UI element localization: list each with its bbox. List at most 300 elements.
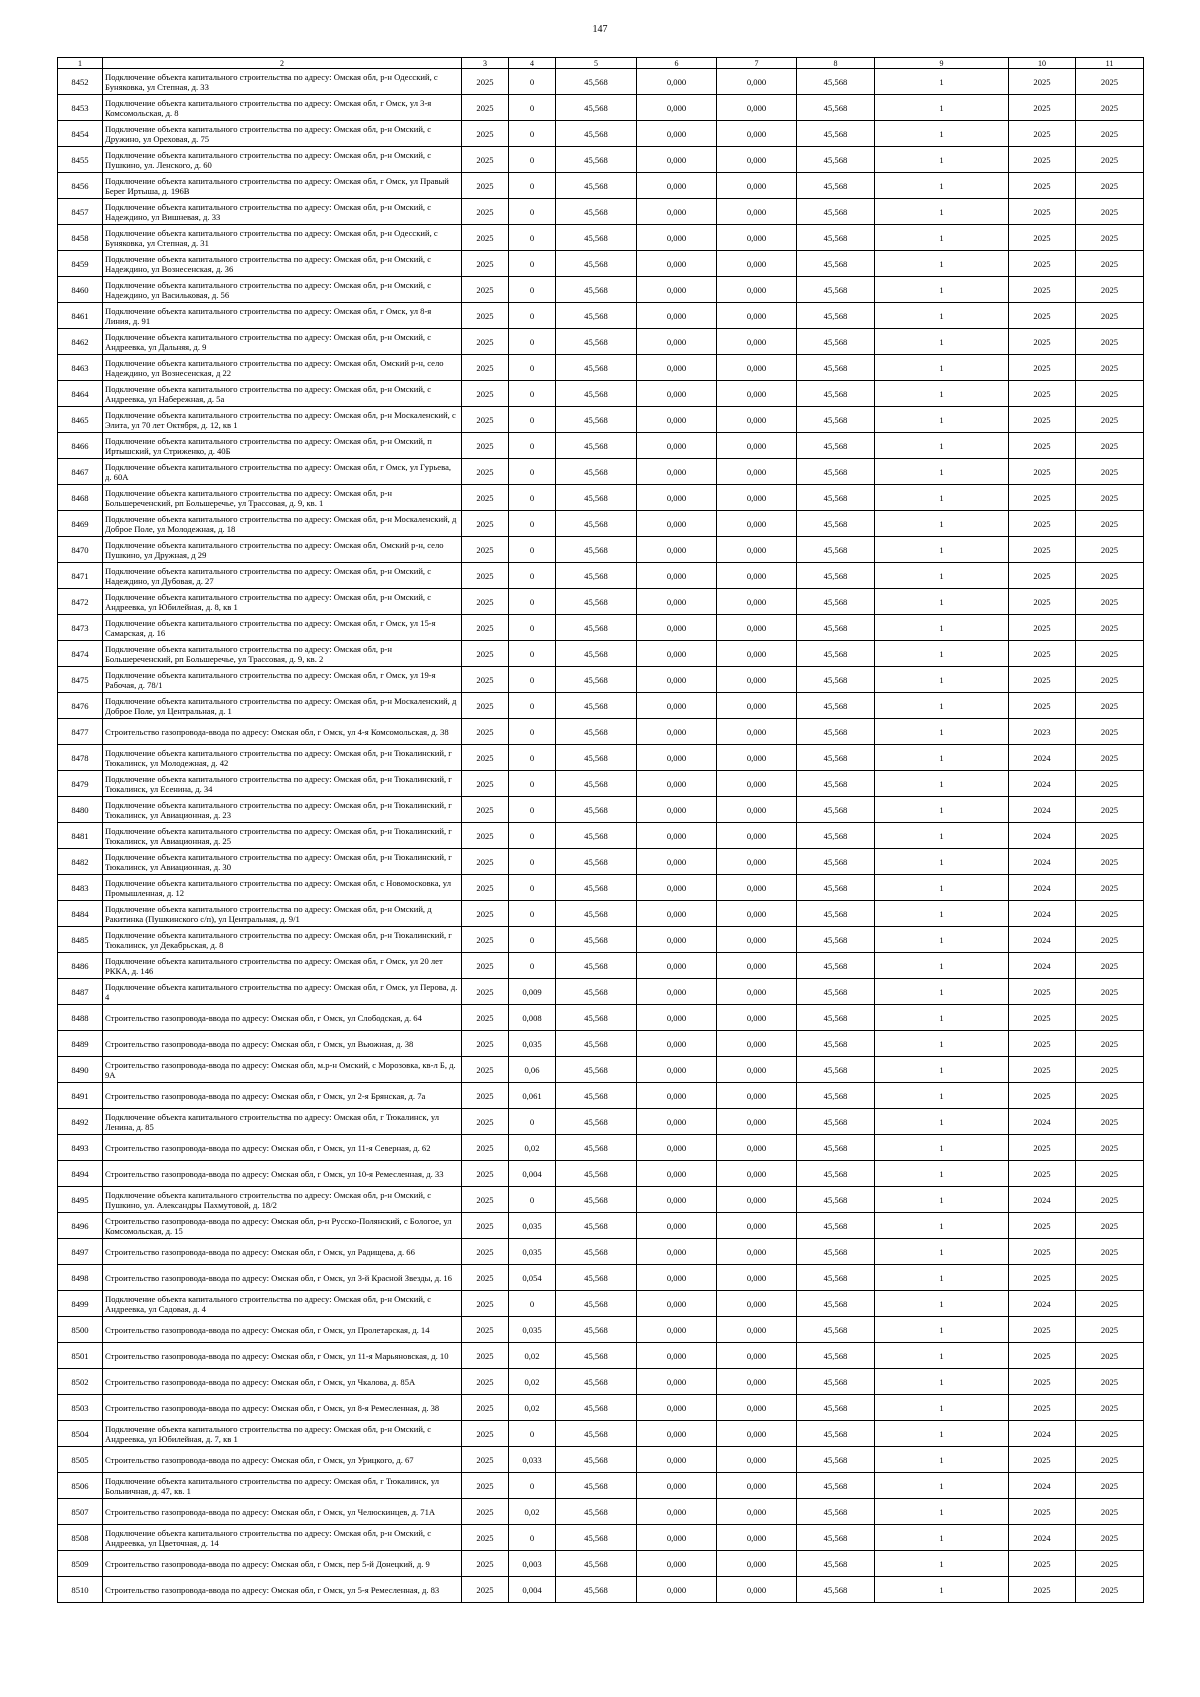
length-cell: 0 [509,589,556,615]
table-row [58,1395,1144,1421]
cost-cell: 0,000 [717,1083,797,1109]
cost-cell: 0,000 [637,1109,717,1135]
year-cell: 2025 [462,797,509,823]
cost-cell: 45,568 [556,251,637,277]
row-number: 8468 [58,485,103,511]
object-description: Подключение объекта капитального строительства по адресу: Омская обл, р-н Москаленский, с Элита, ул 70 лет Октября, д. 12, кв 1 [103,407,462,433]
length-cell: 0,033 [509,1447,556,1473]
quantity-cell: 1 [875,173,1009,199]
quantity-cell: 1 [875,1473,1009,1499]
object-description: Строительство газопровода-ввода по адресу: Омская обл, г Омск, пер 5-й Донецкий, д. 9 [103,1551,462,1577]
cost-cell: 0,000 [637,251,717,277]
table-row [58,953,1144,979]
quantity-cell: 1 [875,277,1009,303]
cost-cell: 45,568 [797,95,875,121]
year-cell: 2025 [462,615,509,641]
object-description: Подключение объекта капитального строительства по адресу: Омская обл, г Омск, ул 8-я Линия, д. 91 [103,303,462,329]
cost-cell: 0,000 [717,1161,797,1187]
cost-cell: 0,000 [637,511,717,537]
year-cell: 2025 [462,1239,509,1265]
cost-cell: 45,568 [556,1239,637,1265]
cost-cell: 0,000 [717,511,797,537]
length-cell: 0,06 [509,1057,556,1083]
cost-cell: 45,568 [556,69,637,95]
table-row [58,277,1144,303]
row-number: 8505 [58,1447,103,1473]
cost-cell: 45,568 [556,1551,637,1577]
cost-cell: 45,568 [797,1369,875,1395]
cost-cell: 0,000 [717,1525,797,1551]
table-row [58,927,1144,953]
cost-cell: 45,568 [556,121,637,147]
end-year-cell: 2025 [1076,433,1144,459]
year-cell: 2025 [462,199,509,225]
table-row [58,1005,1144,1031]
table-row [58,615,1144,641]
table-row [58,407,1144,433]
cost-cell: 45,568 [556,797,637,823]
table-row [58,1291,1144,1317]
end-year-cell: 2025 [1076,1083,1144,1109]
year-cell: 2025 [462,69,509,95]
length-cell: 0 [509,459,556,485]
start-year-cell: 2025 [1009,459,1076,485]
start-year-cell: 2025 [1009,1031,1076,1057]
cost-cell: 45,568 [556,1135,637,1161]
cost-cell: 45,568 [556,355,637,381]
table-row [58,1213,1144,1239]
start-year-cell: 2025 [1009,1447,1076,1473]
end-year-cell: 2025 [1076,1499,1144,1525]
cost-cell: 45,568 [797,1161,875,1187]
cost-cell: 45,568 [556,511,637,537]
table-row [58,1239,1144,1265]
row-number: 8504 [58,1421,103,1447]
row-number: 8478 [58,745,103,771]
year-cell: 2025 [462,1213,509,1239]
quantity-cell: 1 [875,615,1009,641]
start-year-cell: 2025 [1009,69,1076,95]
year-cell: 2025 [462,563,509,589]
length-cell: 0 [509,433,556,459]
start-year-cell: 2025 [1009,381,1076,407]
cost-cell: 45,568 [797,381,875,407]
cost-cell: 0,000 [717,251,797,277]
cost-cell: 45,568 [556,771,637,797]
cost-cell: 45,568 [556,927,637,953]
column-header: 4 [509,58,556,69]
cost-cell: 0,000 [637,953,717,979]
quantity-cell: 1 [875,1577,1009,1603]
quantity-cell: 1 [875,641,1009,667]
length-cell: 0 [509,901,556,927]
cost-cell: 0,000 [637,1083,717,1109]
cost-cell: 0,000 [637,901,717,927]
end-year-cell: 2025 [1076,1343,1144,1369]
table-row [58,1057,1144,1083]
cost-cell: 45,568 [556,875,637,901]
length-cell: 0,009 [509,979,556,1005]
end-year-cell: 2025 [1076,1525,1144,1551]
object-description: Строительство газопровода-ввода по адресу: Омская обл, г Омск, ул 8-я Ремесленная, д. 38 [103,1395,462,1421]
table-row [58,771,1144,797]
quantity-cell: 1 [875,459,1009,485]
cost-cell: 0,000 [637,1135,717,1161]
cost-cell: 0,000 [717,927,797,953]
start-year-cell: 2025 [1009,1161,1076,1187]
cost-cell: 45,568 [797,901,875,927]
quantity-cell: 1 [875,589,1009,615]
end-year-cell: 2025 [1076,1161,1144,1187]
quantity-cell: 1 [875,875,1009,901]
year-cell: 2025 [462,1343,509,1369]
cost-cell: 0,000 [637,771,717,797]
table-row [58,1109,1144,1135]
table-row [58,355,1144,381]
object-description: Подключение объекта капитального строительства по адресу: Омская обл, р-н Омский, д Ракитинка (Пушкинского с/п), ул Центральная, д. 9/1 [103,901,462,927]
length-cell: 0 [509,251,556,277]
year-cell: 2025 [462,1317,509,1343]
cost-cell: 0,000 [637,615,717,641]
object-description: Строительство газопровода-ввода по адресу: Омская обл, г Омск, ул 11-я Марьяновская, д. 10 [103,1343,462,1369]
end-year-cell: 2025 [1076,69,1144,95]
table-row [58,459,1144,485]
end-year-cell: 2025 [1076,693,1144,719]
quantity-cell: 1 [875,745,1009,771]
row-number: 8488 [58,1005,103,1031]
end-year-cell: 2025 [1076,1109,1144,1135]
start-year-cell: 2025 [1009,1551,1076,1577]
cost-cell: 45,568 [797,1135,875,1161]
end-year-cell: 2025 [1076,875,1144,901]
table-row [58,1473,1144,1499]
cost-cell: 45,568 [556,719,637,745]
row-number: 8474 [58,641,103,667]
year-cell: 2025 [462,459,509,485]
cost-cell: 0,000 [637,459,717,485]
cost-cell: 0,000 [637,1161,717,1187]
end-year-cell: 2025 [1076,641,1144,667]
cost-cell: 0,000 [717,589,797,615]
cost-cell: 45,568 [797,875,875,901]
start-year-cell: 2025 [1009,1057,1076,1083]
row-number: 8501 [58,1343,103,1369]
row-number: 8477 [58,719,103,745]
row-number: 8464 [58,381,103,407]
cost-cell: 45,568 [556,1161,637,1187]
row-number: 8456 [58,173,103,199]
start-year-cell: 2025 [1009,173,1076,199]
length-cell: 0 [509,69,556,95]
table-row [58,95,1144,121]
quantity-cell: 1 [875,121,1009,147]
cost-cell: 0,000 [717,1395,797,1421]
year-cell: 2025 [462,407,509,433]
quantity-cell: 1 [875,1395,1009,1421]
end-year-cell: 2025 [1076,147,1144,173]
column-header: 5 [556,58,637,69]
table-row [58,823,1144,849]
cost-cell: 0,000 [637,147,717,173]
row-number: 8503 [58,1395,103,1421]
object-description: Подключение объекта капитального строительства по адресу: Омская обл, р-н Москаленский, д Доброе Поле, ул Центральная, д. 1 [103,693,462,719]
row-number: 8492 [58,1109,103,1135]
table-row [58,1369,1144,1395]
object-description: Подключение объекта капитального строительства по адресу: Омская обл, р-н Большереченский, рп Большеречье, ул Трассовая, д. 9, кв. 2 [103,641,462,667]
cost-cell: 45,568 [556,225,637,251]
length-cell: 0 [509,407,556,433]
start-year-cell: 2025 [1009,537,1076,563]
year-cell: 2025 [462,485,509,511]
year-cell: 2025 [462,953,509,979]
start-year-cell: 2025 [1009,693,1076,719]
cost-cell: 45,568 [556,173,637,199]
cost-cell: 45,568 [797,745,875,771]
cost-cell: 0,000 [637,121,717,147]
table-row [58,901,1144,927]
end-year-cell: 2025 [1076,927,1144,953]
length-cell: 0,008 [509,1005,556,1031]
table-row [58,589,1144,615]
cost-cell: 45,568 [797,797,875,823]
year-cell: 2025 [462,719,509,745]
length-cell: 0 [509,199,556,225]
length-cell: 0 [509,875,556,901]
quantity-cell: 1 [875,979,1009,1005]
cost-cell: 0,000 [637,1369,717,1395]
cost-cell: 45,568 [797,641,875,667]
start-year-cell: 2025 [1009,1343,1076,1369]
table-row [58,381,1144,407]
start-year-cell: 2024 [1009,1525,1076,1551]
end-year-cell: 2025 [1076,1421,1144,1447]
object-description: Подключение объекта капитального строительства по адресу: Омская обл, р-н Омский, с Андреевка, ул Юбилейная, д. 7, кв 1 [103,1421,462,1447]
cost-cell: 0,000 [637,69,717,95]
end-year-cell: 2025 [1076,1447,1144,1473]
cost-cell: 0,000 [637,1187,717,1213]
length-cell: 0,02 [509,1499,556,1525]
end-year-cell: 2025 [1076,121,1144,147]
start-year-cell: 2023 [1009,719,1076,745]
row-number: 8483 [58,875,103,901]
cost-cell: 45,568 [556,745,637,771]
end-year-cell: 2025 [1076,667,1144,693]
year-cell: 2025 [462,173,509,199]
quantity-cell: 1 [875,1083,1009,1109]
cost-cell: 0,000 [717,1473,797,1499]
length-cell: 0 [509,1525,556,1551]
cost-cell: 0,000 [717,1499,797,1525]
row-number: 8459 [58,251,103,277]
start-year-cell: 2024 [1009,1291,1076,1317]
table-row [58,797,1144,823]
cost-cell: 0,000 [637,1317,717,1343]
table-row [58,121,1144,147]
end-year-cell: 2025 [1076,1031,1144,1057]
length-cell: 0,02 [509,1395,556,1421]
table-row [58,1031,1144,1057]
year-cell: 2025 [462,641,509,667]
year-cell: 2025 [462,1473,509,1499]
column-header: 11 [1076,58,1144,69]
object-description: Подключение объекта капитального строительства по адресу: Омская обл, р-н Тюкалинский, г Тюкалинск, ул Авиационная, д. 23 [103,797,462,823]
cost-cell: 45,568 [556,953,637,979]
cost-cell: 45,568 [556,1291,637,1317]
cost-cell: 0,000 [717,1369,797,1395]
year-cell: 2025 [462,1109,509,1135]
object-description: Строительство газопровода-ввода по адресу: Омская обл, г Омск, ул 5-я Ремесленная, д. 83 [103,1577,462,1603]
cost-cell: 0,000 [717,875,797,901]
year-cell: 2025 [462,355,509,381]
start-year-cell: 2024 [1009,849,1076,875]
start-year-cell: 2025 [1009,563,1076,589]
start-year-cell: 2025 [1009,433,1076,459]
end-year-cell: 2025 [1076,1473,1144,1499]
year-cell: 2025 [462,433,509,459]
year-cell: 2025 [462,745,509,771]
cost-cell: 45,568 [797,407,875,433]
length-cell: 0 [509,95,556,121]
row-number: 8508 [58,1525,103,1551]
cost-cell: 0,000 [637,277,717,303]
cost-cell: 45,568 [797,1317,875,1343]
quantity-cell: 1 [875,1525,1009,1551]
cost-cell: 45,568 [556,1343,637,1369]
cost-cell: 45,568 [556,563,637,589]
cost-cell: 45,568 [797,329,875,355]
table-row [58,147,1144,173]
quantity-cell: 1 [875,1265,1009,1291]
quantity-cell: 1 [875,303,1009,329]
quantity-cell: 1 [875,667,1009,693]
length-cell: 0,02 [509,1369,556,1395]
year-cell: 2025 [462,979,509,1005]
row-number: 8467 [58,459,103,485]
year-cell: 2025 [462,303,509,329]
start-year-cell: 2024 [1009,745,1076,771]
cost-cell: 45,568 [556,1265,637,1291]
cost-cell: 45,568 [797,277,875,303]
cost-cell: 45,568 [797,953,875,979]
table-row [58,1551,1144,1577]
row-number: 8481 [58,823,103,849]
table-row [58,1317,1144,1343]
length-cell: 0 [509,1109,556,1135]
start-year-cell: 2025 [1009,95,1076,121]
quantity-cell: 1 [875,797,1009,823]
start-year-cell: 2025 [1009,485,1076,511]
quantity-cell: 1 [875,1031,1009,1057]
start-year-cell: 2025 [1009,1317,1076,1343]
table-row [58,537,1144,563]
year-cell: 2025 [462,329,509,355]
year-cell: 2025 [462,381,509,407]
cost-cell: 45,568 [797,771,875,797]
row-number: 8462 [58,329,103,355]
quantity-cell: 1 [875,1109,1009,1135]
length-cell: 0,003 [509,1551,556,1577]
quantity-cell: 1 [875,407,1009,433]
quantity-cell: 1 [875,1317,1009,1343]
object-description: Подключение объекта капитального строительства по адресу: Омская обл, р-н Омский, с Пушкино, ул. Александры Пахмутовой, д. 18/2 [103,1187,462,1213]
object-description: Подключение объекта капитального строительства по адресу: Омская обл, р-н Тюкалинский, г Тюкалинск, ул Декабрьская, д. 8 [103,927,462,953]
year-cell: 2025 [462,95,509,121]
cost-cell: 45,568 [556,693,637,719]
end-year-cell: 2025 [1076,1187,1144,1213]
cost-cell: 45,568 [797,1447,875,1473]
cost-cell: 45,568 [797,667,875,693]
quantity-cell: 1 [875,433,1009,459]
length-cell: 0 [509,563,556,589]
object-description: Подключение объекта капитального строительства по адресу: Омская обл, г Омск, ул 3-я Комсомольская, д. 8 [103,95,462,121]
row-number: 8457 [58,199,103,225]
length-cell: 0,054 [509,1265,556,1291]
cost-cell: 45,568 [556,901,637,927]
cost-cell: 45,568 [797,615,875,641]
cost-cell: 45,568 [797,1499,875,1525]
length-cell: 0 [509,381,556,407]
quantity-cell: 1 [875,1369,1009,1395]
cost-cell: 0,000 [637,355,717,381]
cost-cell: 45,568 [797,563,875,589]
cost-cell: 0,000 [717,1135,797,1161]
column-header: 6 [637,58,717,69]
year-cell: 2025 [462,771,509,797]
cost-cell: 0,000 [717,1577,797,1603]
cost-cell: 0,000 [637,667,717,693]
quantity-cell: 1 [875,771,1009,797]
end-year-cell: 2025 [1076,199,1144,225]
cost-cell: 0,000 [717,667,797,693]
cost-cell: 45,568 [556,147,637,173]
start-year-cell: 2025 [1009,199,1076,225]
start-year-cell: 2025 [1009,407,1076,433]
length-cell: 0,035 [509,1031,556,1057]
start-year-cell: 2025 [1009,1265,1076,1291]
object-description: Подключение объекта капитального строительства по адресу: Омская обл, г Тюкалинск, ул Ленина, д. 85 [103,1109,462,1135]
table-row [58,745,1144,771]
column-header: 9 [875,58,1009,69]
cost-cell: 0,000 [637,1057,717,1083]
object-description: Строительство газопровода-ввода по адресу: Омская обл, г Омск, ул 3-й Красной Звезды, д. 16 [103,1265,462,1291]
start-year-cell: 2025 [1009,1369,1076,1395]
length-cell: 0,004 [509,1577,556,1603]
start-year-cell: 2024 [1009,797,1076,823]
quantity-cell: 1 [875,953,1009,979]
object-description: Строительство газопровода-ввода по адресу: Омская обл, г Омск, ул Радищева, д. 66 [103,1239,462,1265]
cost-cell: 0,000 [717,459,797,485]
end-year-cell: 2025 [1076,225,1144,251]
end-year-cell: 2025 [1076,251,1144,277]
cost-cell: 0,000 [717,1551,797,1577]
cost-cell: 45,568 [797,1343,875,1369]
cost-cell: 0,000 [717,641,797,667]
end-year-cell: 2025 [1076,1291,1144,1317]
cost-cell: 0,000 [717,1239,797,1265]
length-cell: 0 [509,303,556,329]
table-row [58,251,1144,277]
year-cell: 2025 [462,1551,509,1577]
cost-cell: 0,000 [717,693,797,719]
table-row [58,849,1144,875]
length-cell: 0 [509,719,556,745]
quantity-cell: 1 [875,1005,1009,1031]
end-year-cell: 2025 [1076,329,1144,355]
cost-cell: 45,568 [797,303,875,329]
year-cell: 2025 [462,1057,509,1083]
cost-cell: 45,568 [797,1083,875,1109]
table-row [58,1343,1144,1369]
